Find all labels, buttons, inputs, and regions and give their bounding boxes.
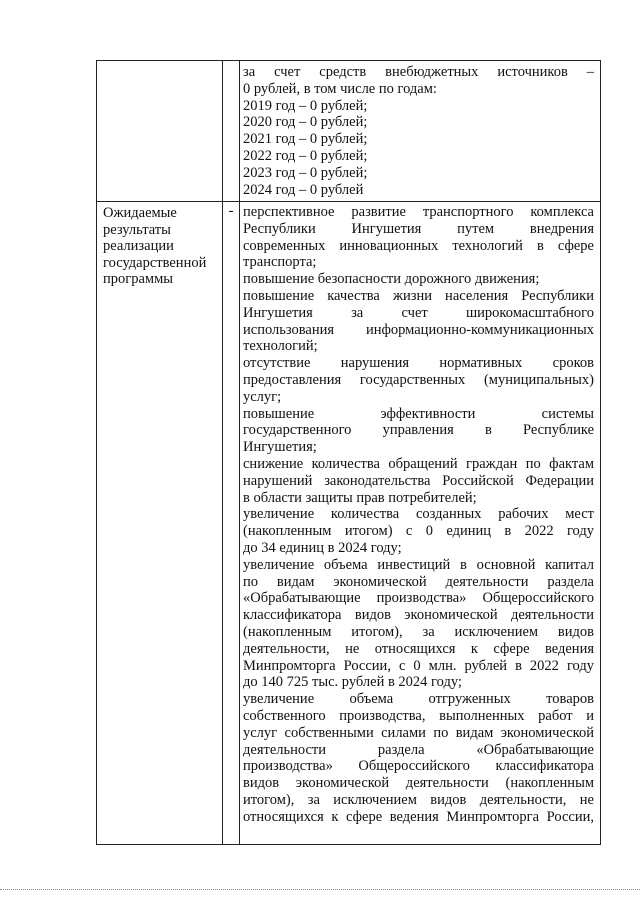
text-line: 2024 год – 0 рублей	[243, 181, 364, 198]
text-line: итогом), за исключением видов деятельности, не	[243, 791, 594, 808]
table-row-funding	[97, 61, 600, 202]
label-line: государственной	[103, 254, 207, 271]
label-line: реализации	[103, 238, 174, 255]
text-line: 2019 год – 0 рублей;	[243, 97, 368, 114]
column-divider	[222, 61, 223, 201]
text-line: Ингушетия;	[243, 439, 317, 456]
text-line: 2022 год – 0 рублей;	[243, 147, 368, 164]
text-line: по видам экономической деятельности раздела	[243, 573, 594, 590]
text-line: до 34 единиц в 2024 году;	[243, 539, 402, 556]
text-line: относящихся к сфере ведения Минпромторга России,	[243, 808, 594, 825]
text-line: (накопленным итогом) с 0 единиц в 2022 году	[243, 523, 594, 540]
column-divider	[239, 61, 240, 201]
text-line: Республики Ингушетия путем внедрения	[243, 220, 594, 237]
funding-content-cell	[243, 64, 594, 198]
text-line: увеличение объема инвестиций в основной капитал	[243, 556, 594, 573]
text-line: перспективное развитие транспортного комплекса	[243, 204, 594, 220]
text-line: «Обрабатывающие производства» Общероссийского	[243, 590, 594, 607]
text-line: услуг;	[243, 388, 282, 405]
text-line: снижение количества обращений граждан по фактам	[243, 455, 594, 472]
passport-table	[96, 60, 601, 845]
column-divider	[222, 201, 223, 844]
text-line: современных инновационных технологий в сфере	[243, 237, 594, 254]
text-line: производства» Общероссийского классификатора	[243, 758, 594, 775]
text-line: собственного производства, выполненных работ и	[243, 707, 594, 724]
text-line: видов экономической деятельности (накопленным	[243, 775, 594, 792]
text-line: предоставления государственных (муниципальных)	[243, 371, 594, 388]
text-line: услуг собственными силами по видам экономической	[243, 724, 594, 741]
text-line: 2021 год – 0 рублей;	[243, 131, 368, 148]
text-line: отсутствие нарушения нормативных сроков	[243, 355, 594, 372]
text-line: за счет средств внебюджетных источников –	[243, 64, 594, 80]
text-line: увеличение объема отгруженных товаров	[243, 691, 594, 708]
text-line: повышение безопасности дорожного движения;	[243, 271, 540, 288]
text-line: Минпромторга России, с 0 млн. рублей в 2022 году	[243, 657, 594, 674]
text-line: повышение эффективности системы	[243, 405, 594, 422]
expected-results-content-cell	[243, 204, 594, 825]
text-line: транспорта;	[243, 254, 317, 271]
text-line: использования информационно-коммуникационных	[243, 321, 594, 338]
text-line: до 140 725 тыс. рублей в 2024 году;	[243, 674, 462, 691]
footer-scan-line	[0, 889, 640, 890]
dash-cell: -	[228, 203, 234, 219]
text-line: 0 рублей, в том числе по годам:	[243, 80, 437, 97]
text-line: государственного управления в Республике	[243, 422, 594, 439]
text-line: увеличение количества созданных рабочих мест	[243, 506, 594, 523]
text-line: деятельности раздела «Обрабатывающие	[243, 741, 594, 758]
text-line: деятельности, не относящихся к сфере ведения	[243, 640, 594, 657]
text-line: повышение качества жизни населения Республики	[243, 287, 594, 304]
text-line: Ингушетия за счет широкомасштабного	[243, 304, 594, 321]
text-line: (накопленным итогом), за исключением видов	[243, 623, 594, 640]
text-line: в области защиты прав потребителей;	[243, 489, 477, 506]
label-line: результаты	[103, 221, 171, 238]
text-line: нарушений законодательства Российской Федерации	[243, 472, 594, 489]
label-line: программы	[103, 271, 173, 288]
table-row-expected-results	[97, 201, 600, 844]
expected-results-label	[103, 205, 218, 288]
text-line: 2023 год – 0 рублей;	[243, 164, 368, 181]
label-line: Ожидаемые	[103, 205, 177, 221]
text-line: технологий;	[243, 338, 318, 355]
text-line: 2020 год – 0 рублей;	[243, 114, 368, 131]
text-line: классификатора видов экономической деятельности	[243, 607, 594, 624]
column-divider	[239, 201, 240, 844]
